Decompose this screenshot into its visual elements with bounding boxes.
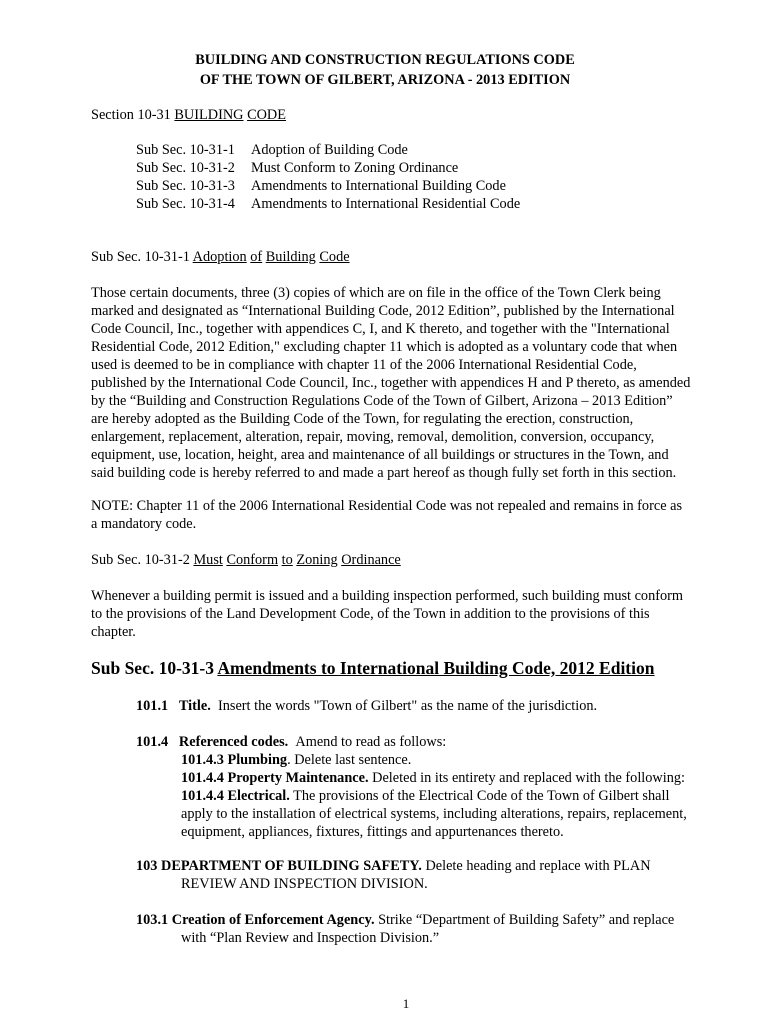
heading-word: Building bbox=[265, 249, 316, 265]
subsection-1-heading bbox=[91, 248, 727, 266]
item-line bbox=[136, 857, 736, 875]
heading-word: of bbox=[250, 249, 263, 265]
heading-word: Code bbox=[319, 249, 350, 265]
item-title: 103 DEPARTMENT OF BUILDING SAFETY. bbox=[136, 858, 422, 874]
note-line: NOTE: Chapter 11 of the 2006 International Residential Code was not repealed and remains in force as bbox=[91, 498, 683, 514]
note-paragraph bbox=[91, 497, 727, 533]
item-line bbox=[136, 733, 736, 751]
item-line: apply to the installation of electrical systems, including alterations, repairs, replacement, bbox=[181, 806, 687, 822]
heading-word: Ordinance bbox=[341, 552, 401, 568]
subitem-text: Deleted in its entirety and replaced with the following: bbox=[368, 770, 685, 786]
section-name-2: CODE bbox=[247, 107, 286, 123]
body-line: Whenever a building permit is issued and a building inspection performed, such building must conform bbox=[91, 588, 684, 604]
subsection-2-body bbox=[91, 587, 727, 641]
toc-text: Amendments to International Building Code bbox=[251, 178, 506, 194]
item-101-4 bbox=[136, 733, 736, 841]
body-line: by the “Building and Construction Regulations Code of the Town of Gilbert, Arizona – 2013 Edition” bbox=[91, 393, 673, 409]
body-line: equipment, use, location, height, area and maintenance of all buildings or structures in the Town, and bbox=[91, 447, 669, 463]
item-text: Insert the words "Town of Gilbert" as the name of the jurisdiction. bbox=[217, 698, 598, 714]
subsection-prefix: Sub Sec. 10-31-3 bbox=[91, 658, 218, 678]
item-line: REVIEW AND INSPECTION DIVISION. bbox=[181, 876, 428, 892]
body-line: marked and designated as “International Building Code, 2012 Edition”, published by the International bbox=[91, 303, 675, 319]
title-line-1: BUILDING AND CONSTRUCTION REGULATIONS CODE bbox=[195, 52, 575, 68]
toc-item bbox=[136, 195, 520, 213]
table-of-contents bbox=[136, 141, 520, 213]
subitem-text: . Delete last sentence. bbox=[287, 752, 412, 768]
subsection-3-title: Amendments to International Building Code, 2012 Edition bbox=[217, 658, 655, 678]
body-line: Code Council, Inc., together with appendices C, I, and K thereto, and together with the "International bbox=[91, 321, 670, 337]
heading-word: Zoning bbox=[296, 552, 338, 568]
toc-prefix: Sub Sec. 10-31-2 bbox=[136, 160, 235, 176]
item-title: 103.1 Creation of Enforcement Agency. bbox=[136, 912, 375, 928]
toc-prefix: Sub Sec. 10-31-3 bbox=[136, 178, 235, 194]
body-line: are hereby adopted as the Building Code of the Town, for regulating the erection, construction, bbox=[91, 411, 634, 427]
item-101-1 bbox=[136, 697, 736, 715]
heading-word: Must bbox=[193, 552, 223, 568]
body-line: to the provisions of the Land Development Code, of the Town in addition to the provisions of this bbox=[91, 606, 650, 622]
item-line: equipment, appliances, fixtures, fittings and appurtenances thereto. bbox=[181, 824, 564, 840]
subsection-prefix: Sub Sec. 10-31-1 bbox=[91, 249, 193, 265]
toc-item bbox=[136, 141, 520, 159]
item-title: Title. bbox=[178, 698, 211, 714]
subitem-title: 101.4.4 Property Maintenance. bbox=[181, 770, 369, 786]
item-line: with “Plan Review and Inspection Division.” bbox=[181, 930, 440, 946]
body-line: used is deemed to be in compliance with chapter 11 of the 2006 International Residential Code, bbox=[91, 357, 637, 373]
item-103-1 bbox=[136, 911, 736, 947]
title-line-2: OF THE TOWN OF GILBERT, ARIZONA - 2013 EDITION bbox=[199, 72, 571, 88]
item-line bbox=[136, 787, 736, 805]
item-title: Referenced codes. bbox=[178, 734, 289, 750]
subitem-text: The provisions of the Electrical Code of the Town of Gilbert shall bbox=[289, 788, 670, 804]
heading-word: Adoption bbox=[192, 249, 247, 265]
section-name-1: BUILDING bbox=[174, 107, 244, 123]
toc-text: Must Conform to Zoning Ordinance bbox=[251, 160, 459, 176]
toc-prefix: Sub Sec. 10-31-4 bbox=[136, 196, 235, 212]
subitem-title: 101.4.3 Plumbing bbox=[181, 752, 288, 768]
item-text: Amend to read as follows: bbox=[295, 734, 447, 750]
heading-word: to bbox=[281, 552, 293, 568]
section-prefix: Section 10-31 bbox=[91, 107, 175, 123]
body-line: enlargement, replacement, alteration, repair, moving, removal, demolition, conversion, occupancy, bbox=[91, 429, 655, 445]
body-line: said building code is hereby referred to and made a part hereof as though fully set forth in this section. bbox=[91, 465, 677, 481]
body-line: published by the International Code Council, Inc., together with appendices H and P thereto, as amended bbox=[91, 375, 691, 391]
heading-word: Conform bbox=[226, 552, 279, 568]
item-text: Delete heading and replace with PLAN bbox=[421, 858, 651, 874]
document-title bbox=[0, 50, 770, 90]
item-number: 101.1 bbox=[136, 698, 169, 714]
subsection-2-heading bbox=[91, 551, 727, 569]
body-line: Those certain documents, three (3) copies of which are on file in the office of the Town Clerk being bbox=[91, 285, 661, 301]
toc-text: Amendments to International Residential Code bbox=[251, 196, 521, 212]
toc-text: Adoption of Building Code bbox=[251, 142, 408, 158]
item-line bbox=[136, 911, 736, 929]
item-line bbox=[136, 751, 736, 769]
note-line: a mandatory code. bbox=[91, 516, 197, 532]
item-line bbox=[136, 769, 736, 787]
item-number: 101.4 bbox=[136, 734, 169, 750]
toc-item bbox=[136, 159, 520, 177]
item-103 bbox=[136, 857, 736, 893]
toc-item bbox=[136, 177, 520, 195]
subsection-prefix: Sub Sec. 10-31-2 bbox=[91, 552, 194, 568]
page-number: 1 bbox=[402, 996, 410, 1011]
item-text: Strike “Department of Building Safety” and replace bbox=[374, 912, 675, 928]
body-line: Residential Code, 2012 Edition," excluding chapter 11 which is adopted as a voluntary code that when bbox=[91, 339, 678, 355]
subsection-3-heading bbox=[91, 657, 654, 679]
subitem-title: 101.4.4 Electrical. bbox=[181, 788, 290, 804]
toc-prefix: Sub Sec. 10-31-1 bbox=[136, 142, 235, 158]
subsection-1-body bbox=[91, 284, 727, 482]
body-line: chapter. bbox=[91, 624, 136, 640]
section-heading bbox=[91, 106, 727, 124]
